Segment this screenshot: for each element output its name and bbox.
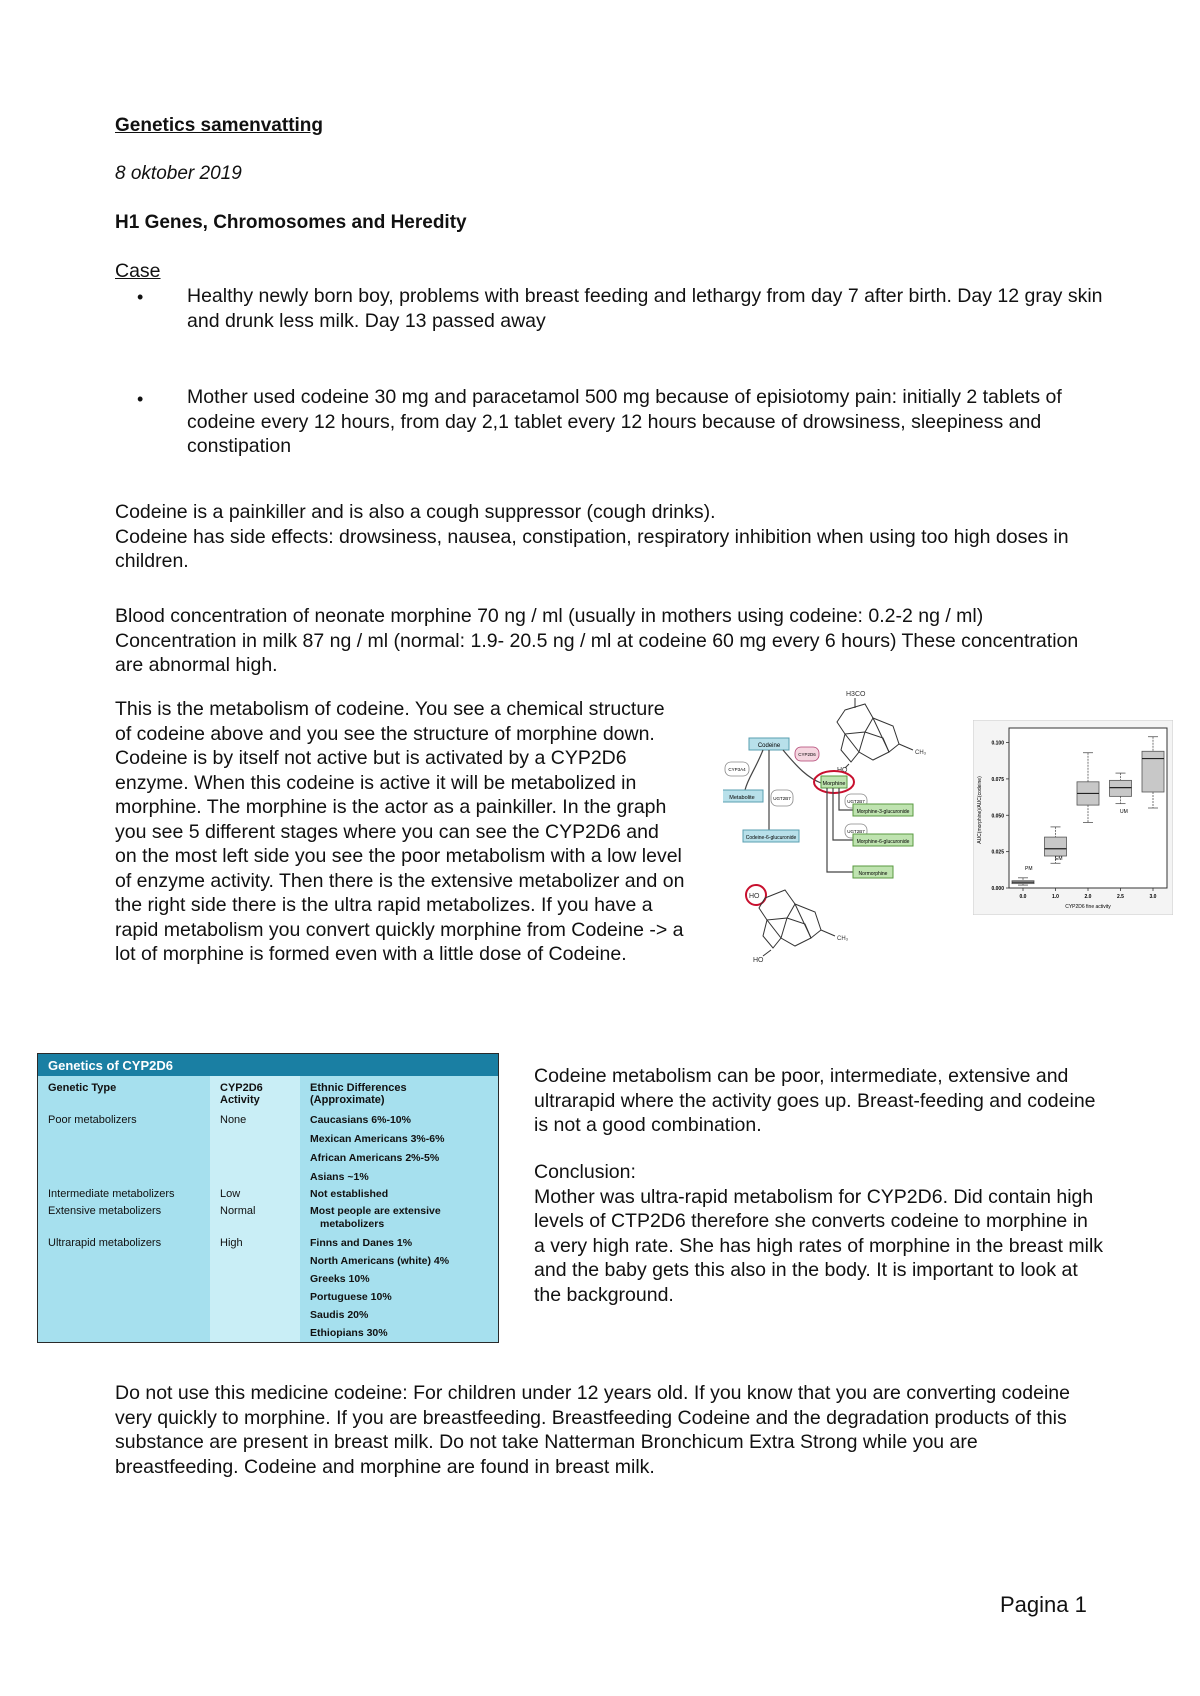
c6g-node-label: Codeine-6-glucuronide <box>745 835 797 841</box>
codeine-intro-paragraph <box>115 500 1085 574</box>
x-tick-label: 2.0 <box>1084 894 1092 900</box>
svg-text:CYP2D6: CYP2D6 <box>798 752 816 757</box>
ethnic-cell: Mexican Americans 3%-6% <box>310 1133 445 1145</box>
ethnic-cell: Caucasians 6%-10% <box>310 1114 411 1126</box>
em-annotation: EM <box>1055 856 1063 862</box>
ho-label: HO <box>749 893 760 900</box>
conclusion-block <box>534 1160 1104 1307</box>
svg-text:HO: HO <box>837 767 848 774</box>
svg-text:CH₃: CH₃ <box>915 750 927 756</box>
ethnic-cell: African Americans 2%-5% <box>310 1152 440 1164</box>
codeine-side-effects: Codeine has side effects: drowsiness, nausea, constipation, respiratory inhibition when using too high doses in children. <box>115 525 1069 572</box>
row-poor: Poor metabolizers <box>48 1114 137 1126</box>
y-tick-label: 0.025 <box>991 849 1004 856</box>
h3co-label: H3CO <box>846 691 866 698</box>
svg-text:HO: HO <box>753 957 764 964</box>
table-title-bar <box>38 1054 498 1076</box>
ethnic-cell: Most people are extensive <box>310 1205 441 1217</box>
metabolism-types-paragraph: Codeine metabolism can be poor, intermediate, extensive and ultrarapid where the activity goes up. Breast-feeding and codeine is not a good combination. <box>534 1065 1096 1136</box>
conclusion-text: Mother was ultra-rapid metabolism for CYP2D6. Did contain high levels of CTP2D6 therefore she converts codeine to morphine in a very high rate. She has high rates of morphine in the breast milk and the baby gets this also in the body. It is important to look at the background. <box>534 1185 1104 1306</box>
row-intermediate-activity: Low <box>220 1188 241 1200</box>
codeine-node-label: Codeine <box>757 743 781 749</box>
col-header-genetic-type: Genetic Type <box>48 1082 117 1094</box>
ethnic-cell: Ethiopians 30% <box>310 1327 388 1339</box>
case-bullet-2: Mother used codeine 30 mg and paracetamol 500 mg because of episiotomy pain: initially 2 tablets of codeine every 12 hours, from day 2,1 tablet every 12 hours because of drowsiness, sleepiness and constipation <box>187 386 1062 457</box>
bullet-dot: • <box>137 389 144 409</box>
row-extensive: Extensive metabolizers <box>48 1205 162 1217</box>
normorphine-node-label: Normorphine <box>858 871 888 877</box>
ethnic-cell: metabolizers <box>320 1218 385 1230</box>
row-ultrarapid: Ultrarapid metabolizers <box>48 1237 162 1249</box>
conclusion-label: Conclusion: <box>534 1161 636 1183</box>
svg-text:UGT2B7: UGT2B7 <box>773 796 791 801</box>
morphine-node-label: Morphine <box>822 781 846 787</box>
um-annotation: UM <box>1120 809 1128 815</box>
cyp2d6-boxplot-chart <box>973 720 1173 915</box>
m6g-node-label: Morphine-6-glucuronide <box>856 839 910 845</box>
svg-text:UGT2B7: UGT2B7 <box>847 829 865 834</box>
box-body <box>1045 837 1067 856</box>
codeine-intro-line: Codeine is a painkiller and is also a cough suppressor (cough drinks). <box>115 501 716 523</box>
col-header-activity-1: CYP2D6 <box>220 1082 263 1094</box>
y-tick-label: 0.075 <box>991 776 1004 783</box>
svg-text:UGT2B7: UGT2B7 <box>847 799 865 804</box>
col-header-activity-2: Activity <box>220 1094 260 1106</box>
metabolism-paragraph: This is the metabolism of codeine. You see a chemical structure of codeine above and you see the structure of morphine down. Codeine is by itself not active but is activated by a CYP2D6 enzyme. When this codeine is active it will be metabolized in morphine. The morphine is the actor as a painkiller. In the graph you see 5 different stages where you can see the CYP2D6 and on the most left side you see the poor metabolism with a low level of enzyme activity. Then there is the extensive metabolizer and on the right side there is the ultra rapid metabolizes. If you have a rapid metabolism you convert quickly morphine from Codeine -> a lot of morphine is formed even with a little dose of Codeine. <box>115 698 685 965</box>
document-title: Genetics samenvatting <box>115 115 324 136</box>
x-tick-label: 1.0 <box>1052 894 1059 900</box>
document-date: 8 oktober 2019 <box>115 163 242 184</box>
row-ultrarapid-activity: High <box>220 1237 243 1249</box>
svg-text:CH₃: CH₃ <box>837 936 849 942</box>
page-number: Pagina 1 <box>1000 1592 1087 1617</box>
y-tick-label: 0.000 <box>991 886 1004 892</box>
ethnic-cell: Saudis 20% <box>310 1309 369 1321</box>
x-tick-label: 0.0 <box>1019 894 1027 900</box>
case-label: Case <box>115 260 161 282</box>
m3g-node-label: Morphine-3-glucuronide <box>856 809 910 815</box>
bullet-dot: • <box>137 287 144 307</box>
x-axis-label: CYP2D6 fine activity <box>1065 904 1111 910</box>
table-title: Genetics of CYP2D6 <box>48 1058 173 1073</box>
col-header-ethnic-1: Ethnic Differences <box>310 1082 407 1094</box>
box-body <box>1142 751 1164 792</box>
morphine-structure <box>746 885 849 964</box>
y-tick-label: 0.100 <box>991 740 1004 747</box>
chapter-heading: H1 Genes, Chromosomes and Heredity <box>115 212 467 233</box>
y-axis-label: AUC(morphine)/AUC(codeine) <box>977 776 983 844</box>
x-tick-label: 2.5 <box>1117 894 1124 900</box>
codeine-metabolism-diagram <box>723 690 973 980</box>
metabolite-node-label: Metabolite <box>729 795 755 801</box>
ethnic-cell: Not established <box>310 1188 389 1200</box>
pm-annotation: PM <box>1025 866 1033 872</box>
row-extensive-activity: Normal <box>220 1205 256 1217</box>
warning-paragraph: Do not use this medicine codeine: For children under 12 years old. If you know that you are converting codeine very quickly to morphine. If you are breastfeeding. Breastfeeding Codeine and the degradation products of this substance are present in breast milk. Do not take Natterman Bronchicum Extra Strong while you are breastfeeding. Codeine and morphine are found in breast milk. <box>115 1382 1070 1478</box>
codeine-structure <box>837 691 927 774</box>
row-poor-activity: None <box>220 1114 247 1126</box>
ethnic-cell: North Americans (white) 4% <box>310 1255 450 1267</box>
ethnic-cell: Finns and Danes 1% <box>310 1237 413 1249</box>
svg-text:CYP3A4: CYP3A4 <box>728 767 746 772</box>
x-tick-label: 3.0 <box>1149 894 1157 900</box>
case-bullet-1: Healthy newly born boy, problems with breast feeding and lethargy from day 7 after birth. Day 12 gray skin and drunk less milk. Day 13 passed away <box>187 285 1103 332</box>
ethnic-cell: Portuguese 10% <box>310 1291 392 1303</box>
ethnic-cell: Greeks 10% <box>310 1273 370 1285</box>
ethnic-cell: Asians ~1% <box>310 1171 369 1183</box>
row-intermediate: Intermediate metabolizers <box>48 1188 175 1200</box>
cyp2d6-genetics-table <box>37 1053 499 1343</box>
concentration-paragraph: Blood concentration of neonate morphine 70 ng / ml (usually in mothers using codeine: 0.2-2 ng / ml) Concentration in milk 87 ng / ml (normal: 1.9- 20.5 ng / ml at codeine 60 mg every 6 hours) These concentration are abnormal high. <box>115 605 1079 676</box>
y-tick-label: 0.050 <box>991 813 1004 820</box>
box-body <box>1110 780 1132 796</box>
col-header-ethnic-2: (Approximate) <box>310 1094 385 1106</box>
